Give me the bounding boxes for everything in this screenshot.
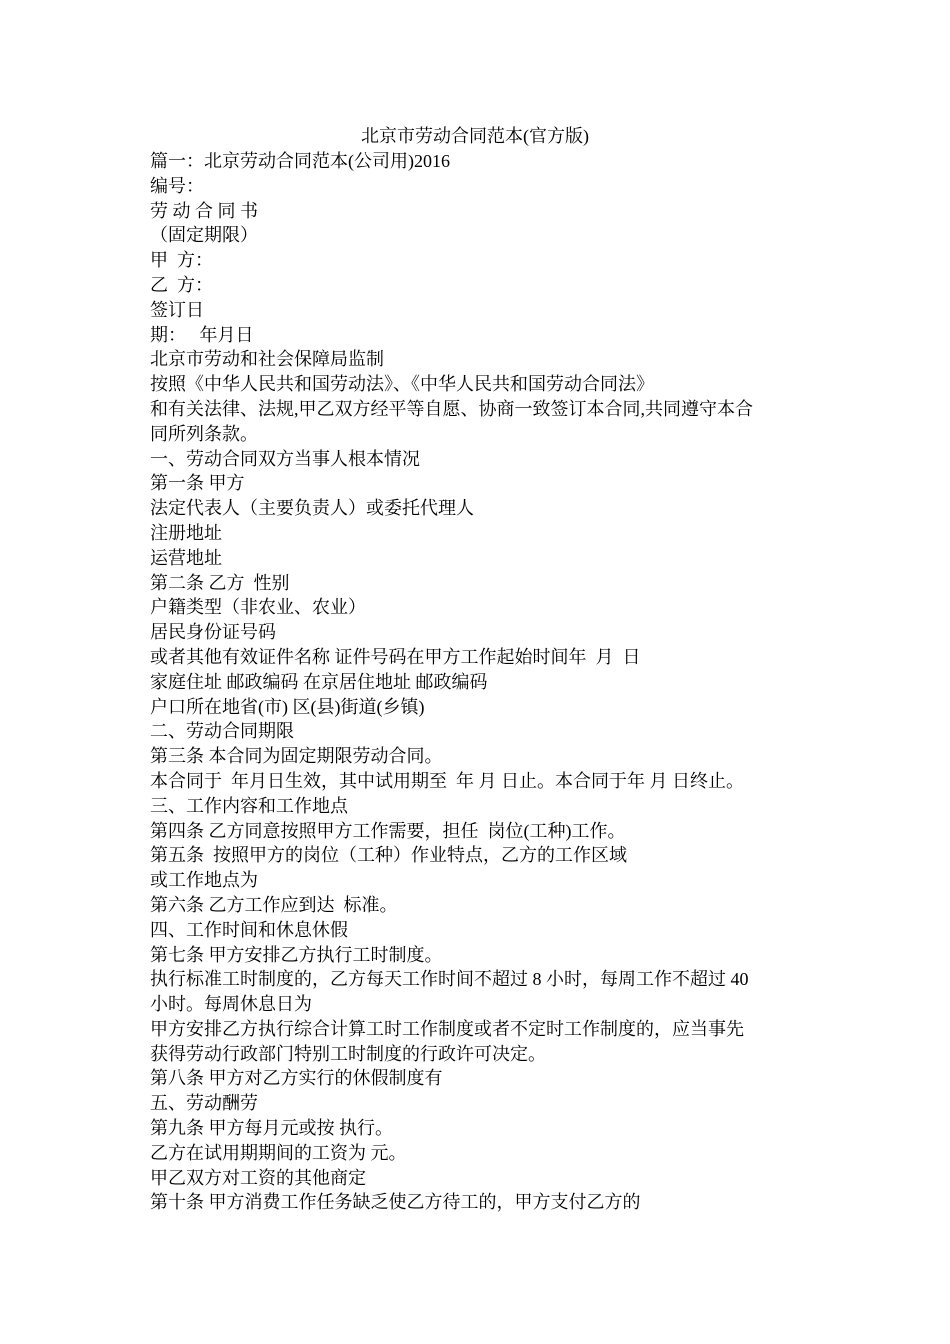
text-line: 北京市劳动和社会保障局监制 xyxy=(150,349,384,370)
text-line: 乙方在试用期期间的工资为 元。 xyxy=(150,1142,407,1163)
text-line: 劳 动 合 同 书 xyxy=(150,200,258,221)
text-line: 按照《中华人民共和国劳动法》、《中华人民共和国劳动合同法》 xyxy=(150,374,654,395)
text-line: 第六条 乙方工作应到达 标准。 xyxy=(150,894,398,915)
text-line: 乙 方： xyxy=(150,274,213,295)
text-line: 本合同于 年月日生效，其中试用期至 年 月 日止。本合同于年 月 日终止。 xyxy=(150,770,744,791)
text-line: 运营地址 xyxy=(150,547,222,568)
text-line: 第五条 按照甲方的岗位（工种）作业特点，乙方的工作区域 xyxy=(150,845,627,866)
document-body xyxy=(150,149,795,1215)
text-line: 签订日 xyxy=(150,299,204,320)
text-line: 甲方安排乙方执行综合计算工时工作制度或者不定时工作制度的，应当事先 xyxy=(150,1018,744,1039)
text-line: 户口所在地省(市) 区(县)街道(乡镇) xyxy=(150,696,425,717)
text-line: 同所列条款。 xyxy=(150,423,258,444)
text-line: 和有关法律、法规,甲乙双方经平等自愿、协商一致签订本合同,共同遵守本合 xyxy=(150,398,753,419)
text-line: 第一条 甲方 xyxy=(150,473,245,494)
text-line: 第十条 甲方消费工作任务缺乏使乙方待工的，甲方支付乙方的 xyxy=(150,1192,641,1213)
text-line: 第三条 本合同为固定期限劳动合同。 xyxy=(150,746,443,767)
text-line: 第八条 甲方对乙方实行的休假制度有 xyxy=(150,1068,443,1089)
text-line: 或者其他有效证件名称 证件号码在甲方工作起始时间年 月 日 xyxy=(150,646,641,667)
text-line: 户籍类型（非农业、农业） xyxy=(150,597,366,618)
text-line: 第九条 甲方每月元或按 执行。 xyxy=(150,1118,393,1139)
text-line: 三、工作内容和工作地点 xyxy=(150,795,348,816)
text-line: 篇一：北京劳动合同范本(公司用)2016 xyxy=(150,151,450,171)
text-line: 编号： xyxy=(150,175,204,196)
text-line: 居民身份证号码 xyxy=(150,622,276,643)
text-line: 四、工作时间和休息休假 xyxy=(150,919,348,940)
text-line: 或工作地点为 xyxy=(150,870,258,891)
text-line: 第四条 乙方同意按照甲方工作需要，担任 岗位(工种)工作。 xyxy=(150,820,626,841)
text-line: 执行标准工时制度的，乙方每天工作时间不超过 8 小时，每周工作不超过 40 xyxy=(150,969,749,990)
text-line: （固定期限） xyxy=(150,225,258,246)
text-line: 一、劳动合同双方当事人根本情况 xyxy=(150,448,420,469)
text-line: 获得劳动行政部门特别工时制度的行政许可决定。 xyxy=(150,1043,546,1064)
text-line: 法定代表人（主要负责人）或委托代理人 xyxy=(150,498,474,519)
text-line: 第二条 乙方 性别 xyxy=(150,572,290,593)
text-line: 期： 年月日 xyxy=(150,324,254,345)
document-title: 北京市劳动合同范本(官方版) xyxy=(361,126,589,146)
text-line: 甲乙双方对工资的其他商定 xyxy=(150,1167,366,1188)
text-line: 甲 方： xyxy=(150,250,213,271)
text-line: 注册地址 xyxy=(150,522,222,543)
text-line: 小时。每周休息日为 xyxy=(150,994,312,1015)
text-line: 五、劳动酬劳 xyxy=(150,1093,258,1114)
text-line: 二、劳动合同期限 xyxy=(150,721,294,742)
text-line: 家庭住址 邮政编码 在京居住地址 邮政编码 xyxy=(150,671,488,692)
text-line: 第七条 甲方安排乙方执行工时制度。 xyxy=(150,944,443,965)
